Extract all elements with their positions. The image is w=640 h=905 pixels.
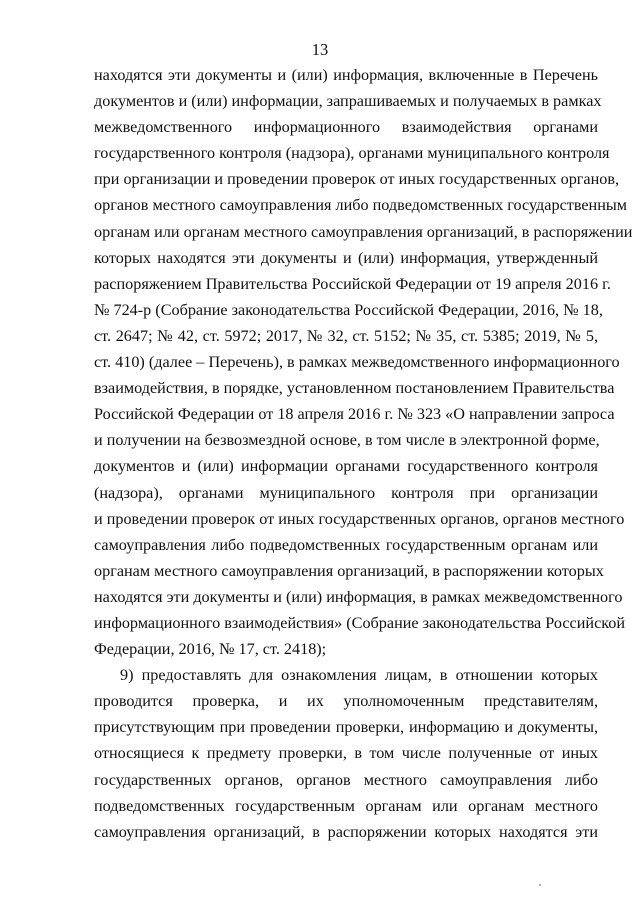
text-line: документов и (или) информации, запрашиваемых и получаемых в рамках bbox=[94, 92, 602, 111]
text-line: документов и (или) информации органами государственного контроля bbox=[94, 457, 598, 476]
text-line: Российской Федерации от 18 апреля 2016 г. № 323 «О направлении запроса bbox=[94, 405, 615, 424]
text-line: органам или органам местного самоуправления организаций, в распоряжении bbox=[94, 222, 633, 241]
text-line: самоуправления либо подведомственных государственным органам или bbox=[94, 535, 598, 554]
text-line: межведомственного информационного взаимодействия органами bbox=[94, 118, 598, 137]
text-line: взаимодействия, в порядке, установленном постановлением Правительства bbox=[94, 379, 615, 398]
text-line: органам местного самоуправления организаций, в распоряжении которых bbox=[94, 561, 604, 580]
scan-artifact-dot bbox=[539, 884, 541, 886]
text-line: и получении на безвозмездной основе, в том числе в электронной форме, bbox=[94, 431, 600, 450]
text-line: при организации и проведении проверок от иных государственных органов, bbox=[94, 170, 620, 189]
text-line: проводится проверка, и их уполномоченным представителям, bbox=[94, 692, 598, 711]
text-line: которых находятся эти документы и (или) информация, утвержденный bbox=[94, 248, 598, 267]
text-line: подведомственных государственным органам или органам местного bbox=[94, 796, 598, 815]
text-line: самоуправления организаций, в распоряжении которых находятся эти bbox=[94, 822, 598, 841]
paragraph-end-line: Федерации, 2016, № 17, ст. 2418); bbox=[94, 640, 327, 659]
text-line: относящиеся к предмету проверки, в том числе полученные от иных bbox=[94, 744, 598, 763]
text-line: информационного взаимодействия» (Собрание законодательства Российской bbox=[94, 613, 626, 632]
text-line: № 724-р (Собрание законодательства Российской Федерации, 2016, № 18, bbox=[94, 300, 603, 319]
text-line: государственного контроля (надзора), органами муниципального контроля bbox=[94, 144, 610, 163]
text-line: государственных органов, органов местного самоуправления либо bbox=[94, 770, 598, 789]
text-line: присутствующим при проведении проверки, информацию и документы, bbox=[94, 718, 598, 737]
text-line: находятся эти документы и (или) информация, в рамках межведомственного bbox=[94, 587, 623, 606]
text-line: ст. 2647; № 42, ст. 5972; 2017, № 32, ст. 5152; № 35, ст. 5385; 2019, № 5, bbox=[94, 326, 598, 345]
text-line: находятся эти документы и (или) информация, включенные в Перечень bbox=[94, 66, 598, 84]
text-line: ст. 410) (далее – Перечень), в рамках межведомственного информационного bbox=[94, 353, 620, 372]
text-line: органов местного самоуправления либо подведомственных государственным bbox=[94, 196, 628, 215]
text-line: (надзора), органами муниципального контроля при организации bbox=[94, 483, 598, 502]
text-line: и проведении проверок от иных государственных органов, органов местного bbox=[94, 509, 625, 528]
page-number: 13 bbox=[311, 40, 329, 59]
document-body bbox=[94, 62, 633, 845]
list-item-9-first-line: 9) предоставлять для ознакомления лицам, в отношении которых bbox=[120, 666, 598, 685]
text-line: распоряжением Правительства Российской Федерации от 19 апреля 2016 г. bbox=[94, 274, 611, 293]
